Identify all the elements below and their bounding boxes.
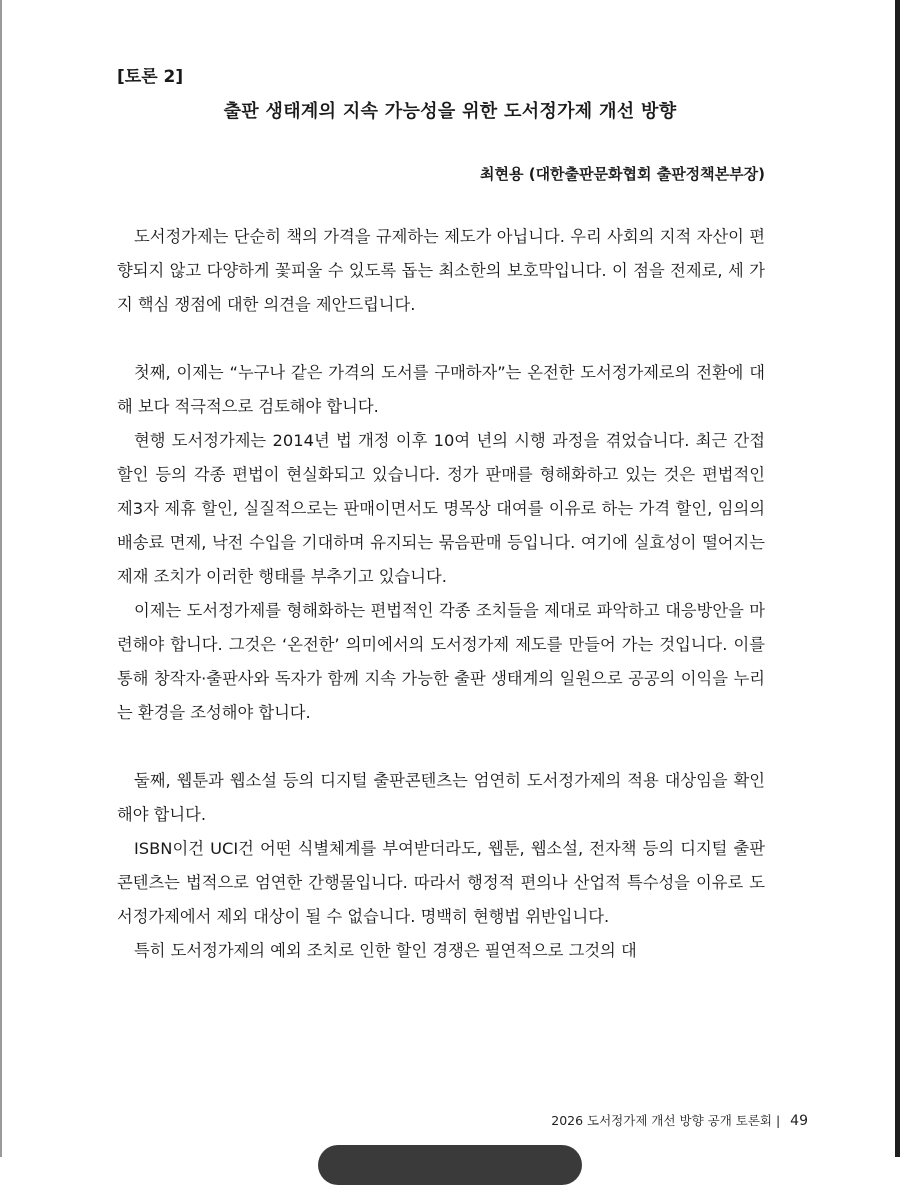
viewer-toolbar-pill[interactable]	[318, 1145, 582, 1185]
paragraph-gap	[117, 730, 765, 764]
paragraph-intro: 도서정가제는 단순히 책의 가격을 규제하는 제도가 아닙니다. 우리 사회의 지적 자산이 편향되지 않고 다양하게 꽃피울 수 있도록 돕는 최소한의 보호막입니다. 이 점을 전제로, 세 가지 핵심 쟁점에 대한 의견을 제안드립니다.	[117, 227, 765, 314]
paragraph-exceptions: 특히 도서정가제의 예외 조치로 인한 할인 경쟁은 필연적으로 그것의 대	[134, 941, 637, 960]
paragraph-response: 이제는 도서정가제를 형해화하는 편법적인 각종 조치들을 제대로 파악하고 대응방안을 마련해야 합니다. 그것은 ‘온전한’ 의미에서의 도서정가제 제도를 만들어 가는 것입니다. 이를 통해 창작자·출판사와 독자가 함께 지속 가능한 출판 생태계의 일원으로 공공의 이익을 누리는 환경을 조성해야 합니다.	[117, 601, 765, 722]
section-label: [토론 2]	[117, 67, 184, 87]
body-text	[117, 220, 765, 968]
page-footer	[551, 1111, 808, 1129]
paragraph-current-system: 현행 도서정가제는 2014년 법 개정 이후 10여 년의 시행 과정을 겪었습니다. 최근 간접 할인 등의 각종 편법이 현실화되고 있습니다. 정가 판매를 형해화하고 있는 것은 편법적인 제3자 제휴 할인, 실질적으로는 판매이면서도 명목상 대여를 이유로 하는 가격 할인, 임의의 배송료 면제, 낙전 수입을 기대하며 유지되는 묶음판매 등입니다. 여기에 실효성이 떨어지는 제재 조치가 이러한 행태를 부추기고 있습니다.	[117, 431, 765, 586]
page-edge-right	[895, 0, 900, 1157]
running-title: 2026 도서정가제 개선 방향 공개 토론회 |	[551, 1113, 781, 1128]
document-title: 출판 생태계의 지속 가능성을 위한 도서정가제 개선 방향	[223, 101, 677, 122]
paragraph-second-point: 둘째, 웹툰과 웹소설 등의 디지털 출판콘텐츠는 엄연히 도서정가제의 적용 대상임을 확인해야 합니다.	[117, 771, 765, 824]
page-edge-left	[0, 0, 2, 1157]
paragraph-first-point: 첫째, 이제는 “누구나 같은 가격의 도서를 구매하자”는 온전한 도서정가제로의 전환에 대해 보다 적극적으로 검토해야 합니다.	[117, 363, 765, 416]
paragraph-digital-content: ISBN이건 UCI건 어떤 식별체계를 부여받더라도, 웹툰, 웹소설, 전자책 등의 디지털 출판 콘텐츠는 법적으로 엄연한 간행물입니다. 따라서 행정적 편의나 산업적 특수성을 이유로 도서정가제에서 제외 대상이 될 수 없습니다. 명백히 현행법 위반입니다.	[117, 839, 765, 926]
paragraph-gap	[117, 322, 765, 356]
page-number: 49	[790, 1113, 808, 1129]
author-line: 최현용 (대한출판문화협회 출판정책본부장)	[480, 165, 765, 183]
